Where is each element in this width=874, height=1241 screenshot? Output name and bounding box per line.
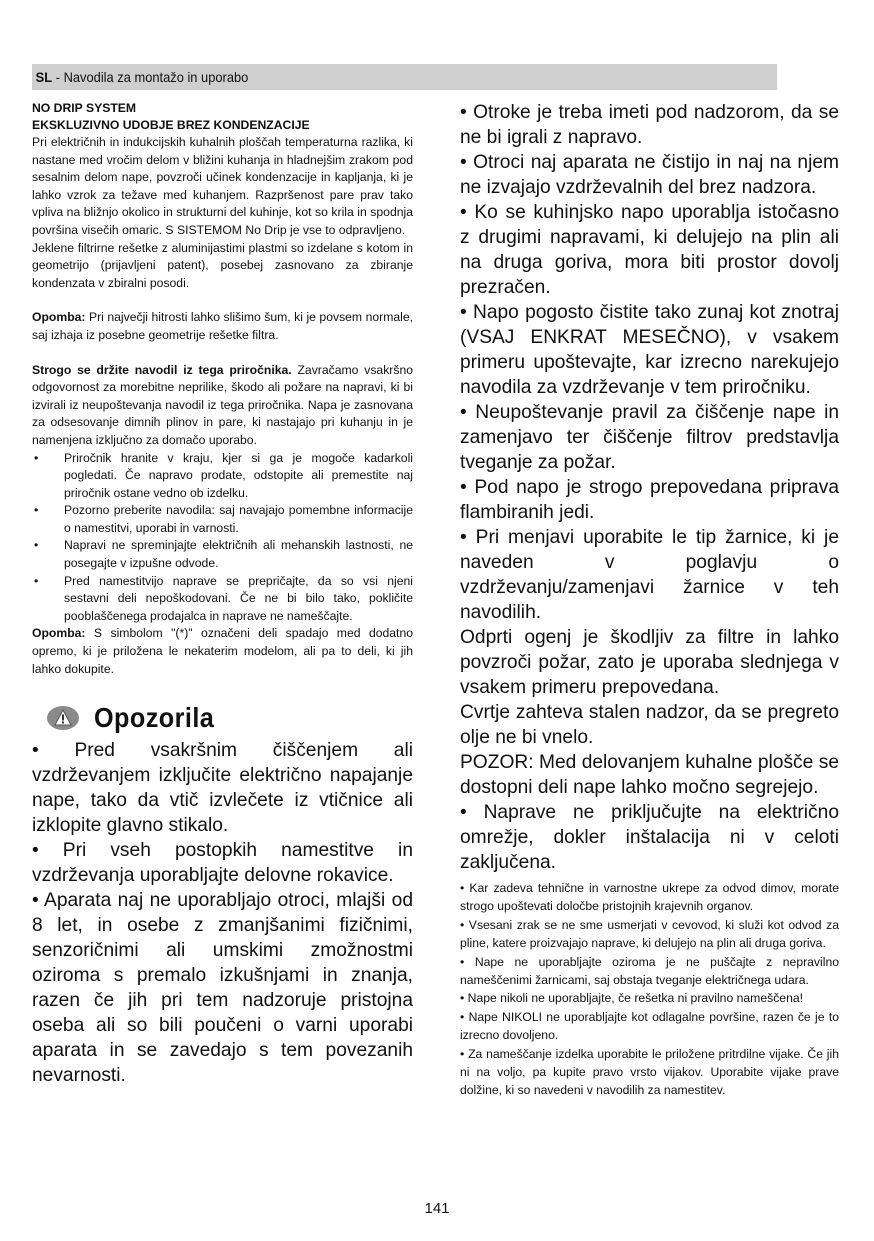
warnings-text-left — [32, 738, 413, 1088]
exclusive-comfort-title: EKSKLUZIVNO UDOBJE BREZ KONDENZACIJE — [32, 118, 310, 132]
list-item: • Pred namestitvijo naprave se prepričajte, da so vsi njeni sestavni deli nepoškodovani. Če ne bi bilo tako, pokličite pooblaščenega prodajalca in naprave ne nameščajte. — [32, 573, 413, 626]
strict-label: Strogo se držite navodil iz tega priročnika. — [32, 362, 292, 377]
safety-notes — [460, 879, 839, 1100]
safety-note: • Kar zadeva tehnične in varnostne ukrepe za odvod dimov, morate strogo upoštevati določbe pristojnih krajevnih organov. — [460, 881, 839, 914]
warning-paragraph: • Pred vsakršnim čiščenjem ali vzdrževanjem izključite električno napajanje nape, tako da vtič izvlečete iz vtičnice ali izklopite glavno stikalo. — [32, 740, 413, 837]
safety-note: • Nape nikoli ne uporabljajte, če rešetka ni pravilno nameščena! — [460, 991, 804, 1006]
warning-paragraph: • Otroke je treba imeti pod nadzorom, da se ne bi igrali z napravo. — [460, 102, 839, 148]
warning-paragraph: • Otroci naj aparata ne čistijo in naj na njem ne izvajajo vzdrževalnih del brez nadzora. — [460, 152, 839, 198]
accessory-note — [32, 625, 413, 678]
safety-note: • Nape ne uporabljajte oziroma je ne puščajte z nepravilno nameščenimi žarnicami, saj obstaja tveganje električnega udara. — [460, 954, 839, 988]
warnings-text-right — [460, 100, 839, 875]
warnings-title: Opozorila — [94, 702, 215, 734]
page-number: 141 — [424, 1200, 450, 1217]
warning-triangle-icon — [46, 705, 80, 731]
left-column — [32, 100, 413, 1088]
strict-note — [32, 362, 413, 450]
note-text: S simbolom "(*)" označeni deli spadajo med dodatno opremo, ki je priložena le nekaterim modelom, ali pa to deli, ki jih lahko dokupite. — [32, 626, 413, 676]
manual-bullets — [32, 450, 413, 626]
safety-note: • Nape NIKOLI ne uporabljajte kot odlagalne površine, razen če je to izrecno dovoljeno. — [460, 1009, 839, 1043]
filter-paragraph: Jeklene filtrirne rešetke z aluminijastimi plastmi so izdelane s kotom in geometrijo (prijavljeni patent), posebej zasnovano za zbiranje kondenzata v zbiralni posodi. — [32, 240, 413, 290]
warning-paragraph: Odprti ogenj je škodljiv za filtre in lahko povzroči požar, zato je uporaba slednjega v vsakem primeru prepovedana. — [460, 627, 839, 698]
note-text: Pri največji hitrosti lahko slišimo šum, ki je povsem normale, saj izhaja iz posebne geometrije rešetke filtra. — [32, 310, 413, 342]
warning-paragraph: POZOR: Med delovanjem kuhalne plošče se dostopni deli nape lahko močno segrejejo. — [460, 752, 839, 798]
warning-paragraph: • Naprave ne priključujte na električno omrežje, dokler inštalacija ni v celoti zaključena. — [460, 802, 839, 873]
warning-paragraph: • Pod napo je strogo prepovedana priprava flambiranih jedi. — [460, 477, 839, 523]
no-drip-paragraph: Pri električnih in indukcijskih kuhalnih ploščah temperaturna razlika, ki nastane med vročim delom v bližini kuhanja in hladnejšim zrakom pod sesalnim delom nape, povzroči učinek kondenzacije in kapljanja, ki je lahko vzrok za težave med kuhanjem. Razpršenost pare prav tako vpliva na bližnjo okolico in strukturni del kuhinje, kot so krila in spodnja površina visečih omaric. S SISTEMOM No Drip je vse to odpravljeno. — [32, 135, 413, 237]
list-item: • Pozorno preberite navodila: saj navajajo pomembne informacije o namestitvi, uporabi in varnosti. — [32, 502, 413, 537]
warning-paragraph: • Pri menjavi uporabite le tip žarnice, ki je naveden v poglavju o vzdrževanju/zamenjavi žarnice v teh navodilih. — [460, 527, 839, 623]
header-lang: SL — [35, 69, 53, 85]
warning-paragraph: • Pri vseh postopkih namestitve in vzdrževanja uporabljajte delovne rokavice. — [32, 840, 413, 887]
noise-note — [32, 309, 413, 344]
header-title: - Navodila za montažo in uporabo — [52, 69, 249, 85]
intro-text — [32, 134, 413, 678]
list-item: • Priročnik hranite v kraju, kjer si ga je mogoče kadarkoli pogledati. Če napravo prodate, odstopite ali premestite naj priročnik ostane vedno ob izdelku. — [32, 450, 413, 503]
warning-paragraph: • Napo pogosto čistite tako zunaj kot znotraj (VSAJ ENKRAT MESEČNO), v vsakem primeru upoštevajte, kar izrecno narekujejo navodila za vzdrževanje v tem priročniku. — [460, 302, 839, 398]
safety-note: • Za nameščanje izdelka uporabite le priložene pritrdilne vijake. Če jih ni na voljo, pa kupite pravo vrsto vijakov. Uporabite vijake prave dolžine, ki so navedeni v navodilih za namestitev. — [460, 1046, 839, 1098]
no-drip-title: NO DRIP SYSTEM — [32, 101, 137, 115]
warning-paragraph: • Neupoštevanje pravil za čiščenje nape in zamenjavo ter čiščenje filtrov predstavlja tveganje za požar. — [460, 402, 839, 473]
list-item: • Napravi ne spreminjajte električnih ali mehanskih lastnosti, ne posegajte v izpušne odvode. — [32, 537, 413, 572]
safety-note: • Vsesani zrak se ne sme usmerjati v cevovod, ki služi kot odvod za pline, katere proizvajajo naprave, ki delujejo na plin ali druga goriva. — [460, 917, 839, 951]
right-column — [460, 100, 839, 1100]
warning-paragraph: Cvrtje zahteva stalen nadzor, da se pregreto olje ne bi vnelo. — [460, 702, 839, 748]
strict-text: Zavračamo vsakršno odgovornost za morebitne neprilike, škodo ali požare na napravi, ki bi izvirali iz neupoštevanja navodil iz tega priročnika. Napa je zasnovana za odsesovanje dimnih plinov in pare, ki nastajajo pri kuhanju in je namenjena izključno za domačo uporabo. — [32, 362, 414, 447]
warnings-heading — [32, 698, 413, 738]
note-label: Opomba: — [32, 310, 86, 325]
warning-paragraph: • Ko se kuhinjsko napo uporablja istočasno z drugimi napravami, ki delujejo na plin ali na druga goriva, mora biti prostor dovolj prezračen. — [460, 202, 839, 298]
note-label: Opomba: — [32, 626, 86, 641]
warning-paragraph: • Aparata naj ne uporabljajo otroci, mlajši od 8 let, in osebe z zmanjšanimi fizičnimi, senzoričnimi ali umskimi zmožnostmi oziroma s premalo izkušnjami in znanja, razen če jih pri tem nadzoruje pristojna oseba ali so bili poučeni o varni uporabi aparata in se zavedajo s tem povezanih nevarnosti. — [32, 890, 413, 1087]
page-header — [32, 64, 777, 90]
